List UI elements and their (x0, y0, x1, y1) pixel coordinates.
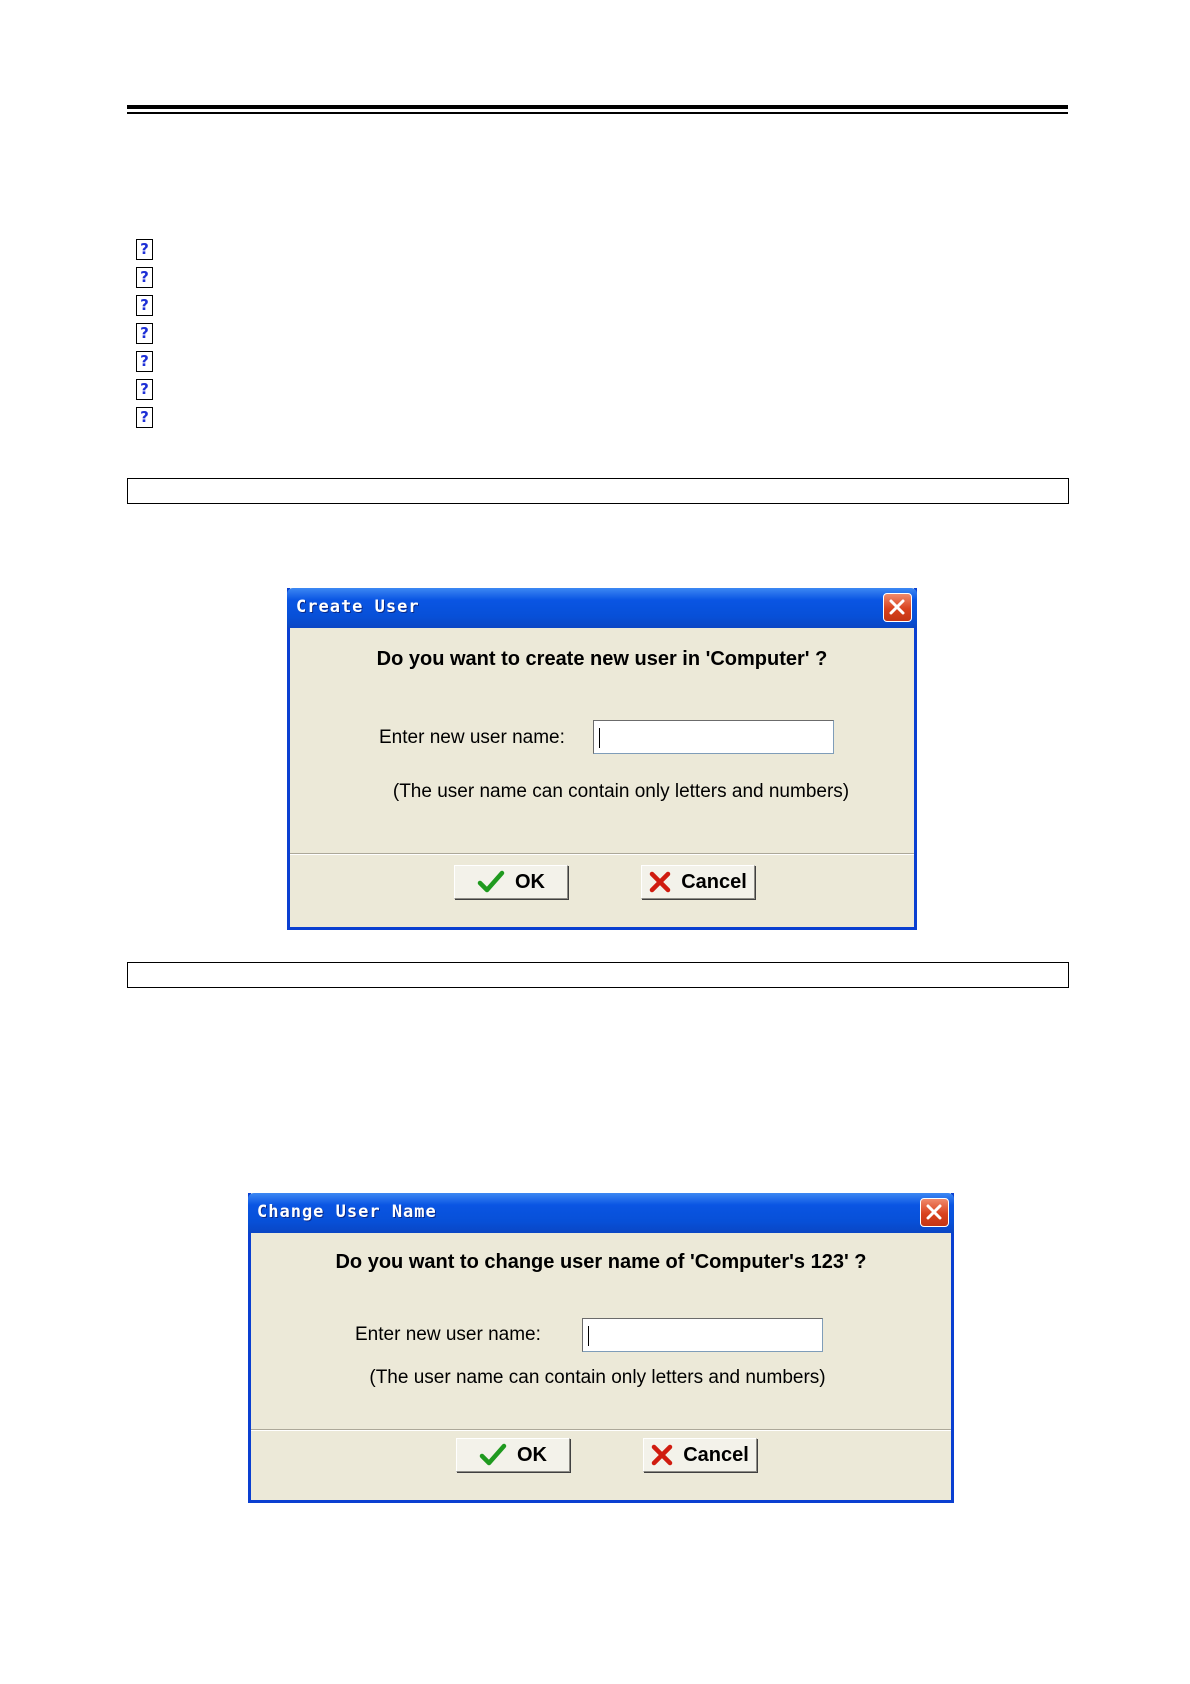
checkmark-icon (479, 1443, 507, 1467)
close-button[interactable] (920, 1198, 949, 1227)
close-button[interactable] (883, 593, 912, 622)
user-name-input[interactable] (593, 720, 834, 754)
text-caret (599, 728, 600, 748)
create-user-dialog (287, 588, 917, 930)
caption-box-1 (127, 478, 1069, 504)
caption-box-2 (127, 962, 1069, 988)
checkmark-icon (477, 870, 505, 894)
close-icon (889, 599, 905, 615)
cancel-label: Cancel (683, 1443, 749, 1466)
dialog-question: Do you want to change user name of 'Computer's 123' ? (335, 1251, 867, 1273)
question-mark-icon: ? (136, 379, 153, 400)
x-icon (649, 871, 671, 893)
ok-button[interactable] (456, 1438, 570, 1472)
cancel-label: Cancel (681, 870, 747, 893)
question-mark-icon: ? (136, 323, 153, 344)
user-name-hint: (The user name can contain only letters and numbers) (392, 781, 850, 802)
header-rule-thick (127, 105, 1068, 109)
question-mark-icon: ? (136, 295, 153, 316)
question-mark-icon: ? (136, 239, 153, 260)
x-icon (651, 1444, 673, 1466)
dialog-titlebar[interactable] (248, 1193, 954, 1233)
ok-button[interactable] (454, 865, 568, 899)
change-user-name-dialog (248, 1193, 954, 1503)
dialog-separator (251, 1429, 951, 1431)
dialog-title: Change User Name (257, 1202, 437, 1222)
close-icon (926, 1204, 942, 1220)
question-mark-icon: ? (136, 267, 153, 288)
cancel-button[interactable] (643, 1438, 757, 1472)
ok-label: OK (517, 1443, 547, 1466)
user-name-input[interactable] (582, 1318, 823, 1352)
ok-label: OK (515, 870, 545, 893)
dialog-separator (290, 853, 914, 855)
dialog-question: Do you want to create new user in 'Computer' ? (376, 648, 828, 670)
question-mark-icon: ? (136, 351, 153, 372)
dialog-title: Create User (296, 597, 420, 617)
question-mark-icon: ? (136, 407, 153, 428)
user-name-label: Enter new user name: (379, 727, 565, 748)
user-name-label: Enter new user name: (355, 1324, 541, 1345)
cancel-button[interactable] (641, 865, 755, 899)
text-caret (588, 1326, 589, 1346)
dialog-titlebar[interactable] (287, 588, 917, 628)
header-rule-thin (127, 112, 1068, 114)
user-name-hint: (The user name can contain only letters and numbers) (369, 1367, 826, 1388)
